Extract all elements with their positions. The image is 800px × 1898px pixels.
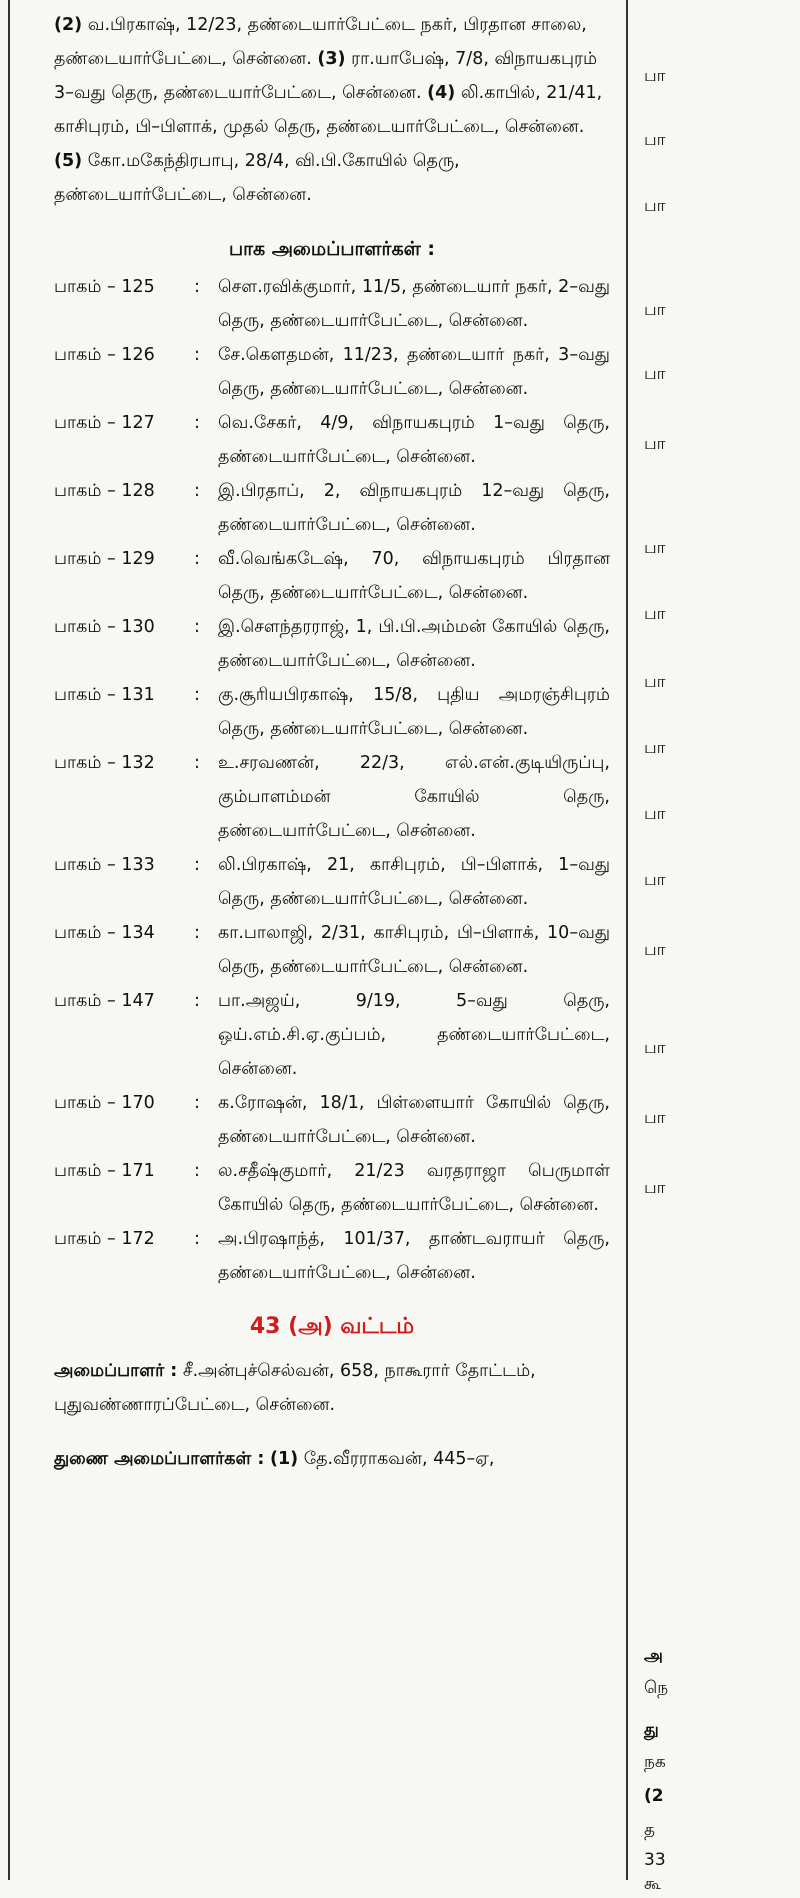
part-text: அ.பிரஷாந்த், 101/37, தாண்டவராயர் தெரு, தண்டையார்பேட்டை, சென்னை.: [218, 1229, 610, 1283]
part-text: சௌ.ரவிக்குமார், 11/5, தண்டையார் நகர், 2–வது தெரு, தண்டையார்பேட்டை, சென்னை.: [218, 277, 610, 331]
part-colon: :: [194, 1229, 200, 1249]
column-fragment: த: [644, 1820, 656, 1840]
part-entry: [54, 542, 610, 610]
column-fragment: பா: [644, 66, 666, 86]
part-text: லி.பிரகாஷ், 21, காசிபுரம், பி–பிளாக், 1–வது தெரு, தண்டையார்பேட்டை, சென்னை.: [218, 855, 610, 909]
part-label: பாகம் – 171: [54, 1161, 155, 1181]
column-fragment: (2: [644, 1786, 664, 1806]
column-fragment: பா: [644, 804, 666, 824]
column-fragment: நெ: [644, 1678, 669, 1698]
organizer-paragraph: [54, 1354, 610, 1422]
part-entry: [54, 1222, 610, 1290]
part-label: பாகம் – 134: [54, 923, 155, 943]
item-number: (3): [317, 49, 346, 69]
column-fragment: பா: [644, 672, 666, 692]
part-colon: :: [194, 481, 200, 501]
column-fragment: பா: [644, 538, 666, 558]
column-fragment: பா: [644, 738, 666, 758]
part-colon: :: [194, 617, 200, 637]
part-entry: [54, 474, 610, 542]
column-fragment: பா: [644, 300, 666, 320]
item-number: (2): [54, 15, 83, 35]
part-text: உ.சரவணன், 22/3, எல்.என்.குடியிருப்பு, கும்பாளம்மன் கோயில் தெரு, தண்டையார்பேட்டை, சென்னை.: [218, 753, 610, 841]
part-label: பாகம் – 133: [54, 855, 155, 875]
part-label: பாகம் – 126: [54, 345, 155, 365]
part-entry: [54, 406, 610, 474]
part-entry: [54, 610, 610, 678]
part-colon: :: [194, 991, 200, 1011]
part-entry: [54, 1154, 610, 1222]
part-label: பாகம் – 172: [54, 1229, 155, 1249]
column-fragment: பா: [644, 604, 666, 624]
intro-text: லி.காபில், 21/41, காசிபுரம், பி–பிளாக், முதல் தெரு, தண்டையார்பேட்டை, சென்னை.: [54, 83, 603, 137]
part-colon: :: [194, 549, 200, 569]
item-number: (1): [269, 1449, 299, 1469]
column-fragment: 33: [644, 1850, 666, 1870]
part-text: வெ.சேகர், 4/9, விநாயகபுரம் 1–வது தெரு, தண்டையார்பேட்டை, சென்னை.: [218, 413, 610, 467]
part-entry: [54, 270, 610, 338]
column-fragment: பா: [644, 364, 666, 384]
part-text: கு.சூரியபிரகாஷ், 15/8, புதிய அமரஞ்சிபுரம் தெரு, தண்டையார்பேட்டை, சென்னை.: [218, 685, 610, 739]
item-number: (4): [427, 83, 456, 103]
column-fragment: பா: [644, 434, 666, 454]
part-label: பாகம் – 125: [54, 277, 155, 297]
column-fragment: பா: [644, 1178, 666, 1198]
column-fragment: அ: [644, 1646, 663, 1666]
item-number: (5): [54, 151, 83, 171]
part-organizers-heading: பாக அமைப்பாளர்கள் :: [228, 238, 435, 260]
column-fragment: பா: [644, 196, 666, 216]
part-entry: [54, 916, 610, 984]
column-fragment: கூ: [644, 1874, 662, 1894]
deputy-paragraph: [54, 1442, 610, 1476]
part-colon: :: [194, 923, 200, 943]
part-text: இ.சௌந்தரராஜ், 1, பி.பி.அம்மன் கோயில் தெரு, தண்டையார்பேட்டை, சென்னை.: [218, 617, 610, 671]
part-label: பாகம் – 128: [54, 481, 155, 501]
intro-text: ரா.யாபேஷ், 7/8, விநாயகபுரம் 3–வது தெரு, தண்டையார்பேட்டை, சென்னை.: [54, 49, 598, 103]
column-fragment: பா: [644, 870, 666, 890]
deputy-text: தே.வீரராகவன், 445–ஏ,: [298, 1449, 495, 1469]
part-colon: :: [194, 413, 200, 433]
column-fragment: து: [644, 1720, 659, 1740]
part-colon: :: [194, 855, 200, 875]
intro-paragraph: [54, 8, 610, 212]
adjacent-column-fragment: [638, 0, 800, 1894]
part-label: பாகம் – 127: [54, 413, 155, 433]
column-fragment: நக: [644, 1752, 666, 1772]
part-label: பாகம் – 170: [54, 1093, 155, 1113]
part-label: பாகம் – 132: [54, 753, 155, 773]
part-label: பாகம் – 147: [54, 991, 155, 1011]
part-label: பாகம் – 131: [54, 685, 155, 705]
column-fragment: பா: [644, 1038, 666, 1058]
part-label: பாகம் – 130: [54, 617, 155, 637]
column-fragment: பா: [644, 940, 666, 960]
part-colon: :: [194, 277, 200, 297]
part-label: பாகம் – 129: [54, 549, 155, 569]
part-text: இ.பிரதாப், 2, விநாயகபுரம் 12–வது தெரு, தண்டையார்பேட்டை, சென்னை.: [218, 481, 610, 535]
ward-heading: 43 (அ) வட்டம்: [249, 1314, 415, 1339]
part-entry: [54, 678, 610, 746]
part-colon: :: [194, 753, 200, 773]
part-list: [54, 270, 610, 1290]
column-fragment: பா: [644, 130, 666, 150]
part-entry: [54, 338, 610, 406]
main-column: [8, 0, 628, 1880]
deputy-label: துணை அமைப்பாளர்கள் :: [54, 1449, 265, 1469]
part-colon: :: [194, 1093, 200, 1113]
part-text: க.ரோஷன், 18/1, பிள்ளையார் கோயில் தெரு, தண்டையார்பேட்டை, சென்னை.: [218, 1093, 610, 1147]
part-text: பா.அஜய், 9/19, 5–வது தெரு, ஒய்.எம்.சி.ஏ.குப்பம், தண்டையார்பேட்டை, சென்னை.: [218, 991, 610, 1079]
part-entry: [54, 984, 610, 1086]
part-entry: [54, 848, 610, 916]
organizer-text: சீ.அன்புச்செல்வன், 658, நாகூரார் தோட்டம், புதுவண்ணாரப்பேட்டை, சென்னை.: [54, 1361, 536, 1415]
part-text: சே.கௌதமன், 11/23, தண்டையார் நகர், 3–வது தெரு, தண்டையார்பேட்டை, சென்னை.: [218, 345, 610, 399]
intro-text: வ.பிரகாஷ், 12/23, தண்டையார்பேட்டை நகர், பிரதான சாலை, தண்டையார்பேட்டை, சென்னை.: [54, 15, 587, 69]
part-text: கா.பாலாஜி, 2/31, காசிபுரம், பி–பிளாக், 10–வது தெரு, தண்டையார்பேட்டை, சென்னை.: [218, 923, 610, 977]
part-text: வீ.வெங்கடேஷ், 70, விநாயகபுரம் பிரதான தெரு, தண்டையார்பேட்டை, சென்னை.: [218, 549, 610, 603]
column-fragment: பா: [644, 1108, 666, 1128]
part-colon: :: [194, 1161, 200, 1181]
intro-text: கோ.மகேந்திரபாபு, 28/4, வி.பி.கோயில் தெரு, தண்டையார்பேட்டை, சென்னை.: [54, 151, 460, 205]
part-colon: :: [194, 345, 200, 365]
part-colon: :: [194, 685, 200, 705]
organizer-label: அமைப்பாளர் :: [54, 1361, 178, 1381]
part-text: ல.சதீஷ்குமார், 21/23 வரதராஜா பெருமாள் கோயில் தெரு, தண்டையார்பேட்டை, சென்னை.: [218, 1161, 610, 1215]
part-entry: [54, 746, 610, 848]
part-entry: [54, 1086, 610, 1154]
